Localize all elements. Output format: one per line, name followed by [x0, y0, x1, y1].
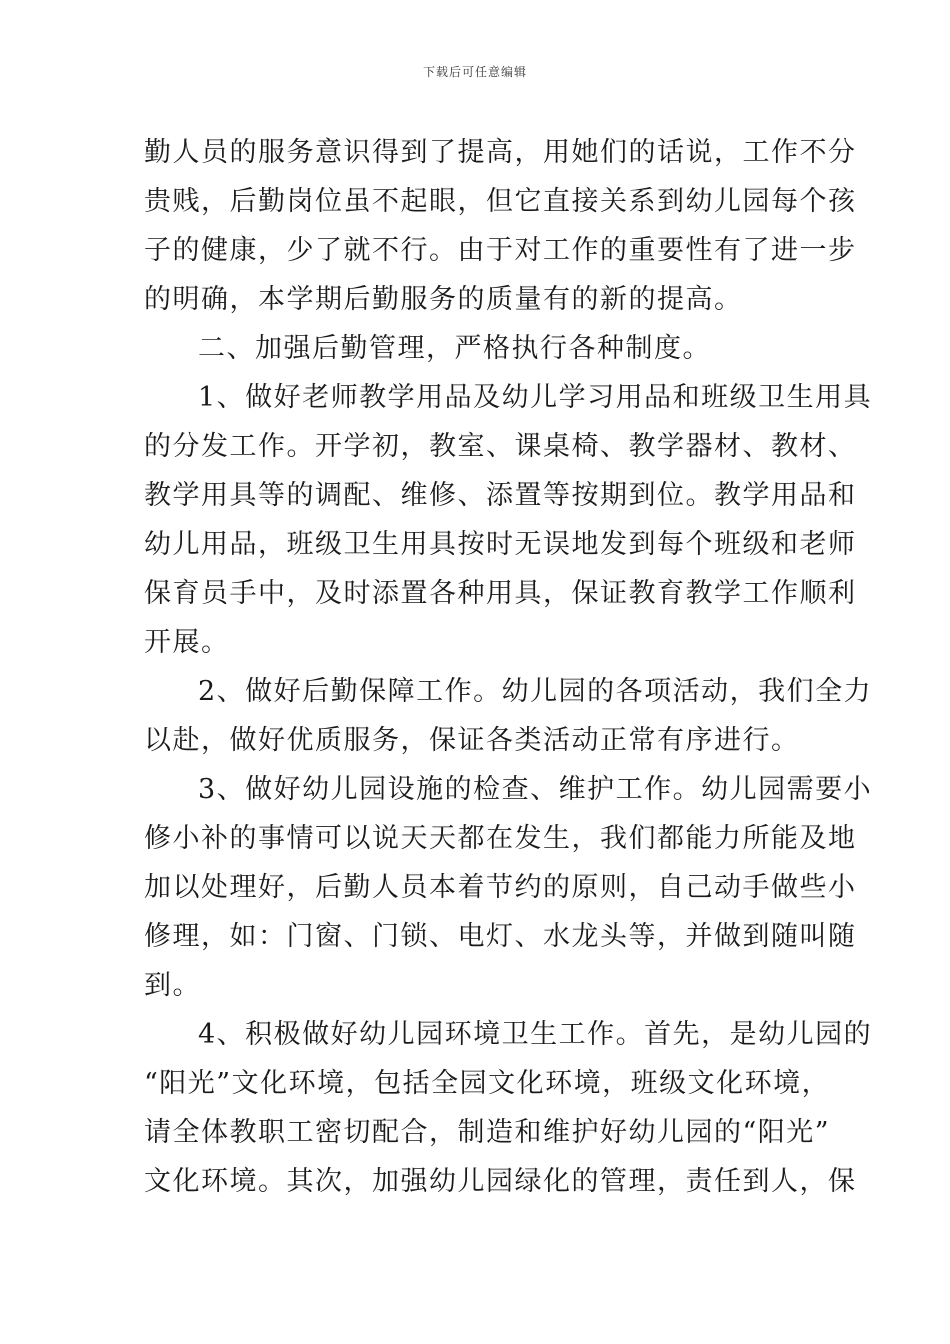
text-line: “阳光”文化环境，包括全园文化环境，班级文化环境， — [144, 1068, 831, 1099]
text-line: 幼儿用品，班级卫生用具按时无误地发到每个班级和老师 — [144, 529, 857, 560]
text-line: 2、做好后勤保障工作。幼儿园的各项活动，我们全力 — [198, 676, 873, 707]
text-line: 以赴，做好优质服务，保证各类活动正常有序进行。 — [144, 725, 800, 756]
paragraph — [144, 373, 873, 667]
document-body — [144, 128, 873, 1206]
text-line: 文化环境。其次，加强幼儿园绿化的管理，责任到人，保 — [144, 1166, 857, 1197]
page-header: 下载后可任意编辑 — [422, 65, 527, 79]
text-line: 贵贱，后勤岗位虽不起眼，但它直接关系到幼儿园每个孩 — [144, 186, 857, 217]
text-line: 勤人员的服务意识得到了提高，用她们的话说，工作不分 — [144, 137, 857, 168]
paragraph — [144, 128, 857, 324]
text-line: 3、做好幼儿园设施的检查、维护工作。幼儿园需要小 — [198, 774, 873, 805]
paragraph — [144, 765, 873, 1010]
text-line: 的分发工作。开学初，教室、课桌椅、教学器材、教材、 — [144, 431, 857, 462]
text-line: 请全体教职工密切配合，制造和维护好幼儿园的“阳光” — [144, 1117, 831, 1148]
text-line: 修小补的事情可以说天天都在发生，我们都能力所能及地 — [144, 823, 857, 854]
text-line: 加以处理好，后勤人员本着节约的原则，自己动手做些小 — [144, 872, 857, 903]
text-line: 保育员手中，及时添置各种用具，保证教育教学工作顺利 — [144, 578, 857, 609]
text-line: 修理，如：门窗、门锁、电灯、水龙头等，并做到随叫随 — [144, 921, 857, 952]
text-line: 1、做好老师教学用品及幼儿学习用品和班级卫生用具 — [198, 382, 873, 413]
paragraph — [144, 1010, 873, 1206]
paragraph — [144, 667, 873, 765]
text-line: 4、积极做好幼儿园环境卫生工作。首先，是幼儿园的 — [198, 1019, 873, 1050]
text-line: 子的健康，少了就不行。由于对工作的重要性有了进一步 — [144, 235, 857, 266]
text-line: 到。 — [144, 970, 201, 1001]
text-line: 二、加强后勤管理，严格执行各种制度。 — [198, 333, 711, 364]
text-line: 教学用具等的调配、维修、添置等按期到位。教学用品和 — [144, 480, 857, 511]
section-heading — [144, 324, 810, 373]
text-line: 开展。 — [144, 627, 230, 658]
text-line: 的明确，本学期后勤服务的质量有的新的提高。 — [144, 284, 743, 315]
